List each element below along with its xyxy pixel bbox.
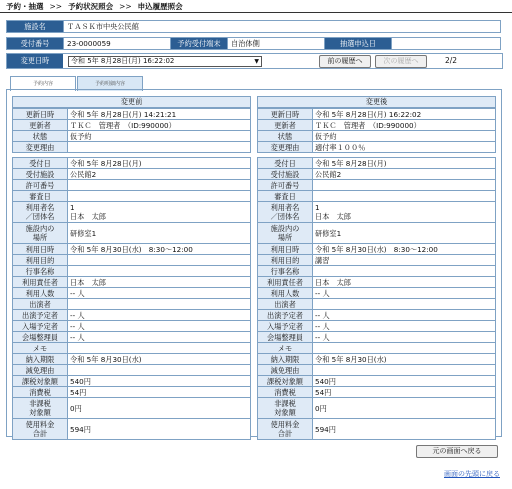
table-row	[13, 142, 251, 153]
table-row	[258, 223, 496, 244]
field-label: 使用料金 合計	[13, 419, 68, 440]
field-label: 許可番号	[13, 180, 68, 191]
table-row	[258, 158, 496, 169]
table-row	[258, 310, 496, 321]
table-row	[13, 387, 251, 398]
before-column	[12, 96, 251, 440]
field-label: 出演者	[13, 299, 68, 310]
breadcrumb	[6, 1, 183, 12]
field-value	[68, 191, 251, 202]
table-row	[258, 343, 496, 354]
table-row	[258, 365, 496, 376]
field-value: 594円	[68, 419, 251, 440]
field-value: -- 人	[68, 288, 251, 299]
field-label: 利用者名 ／団体名	[13, 202, 68, 223]
table-row	[258, 202, 496, 223]
field-label: 納入期限	[258, 354, 313, 365]
field-label: 入場予定者	[258, 321, 313, 332]
field-label: 受付日	[258, 158, 313, 169]
next-history-button[interactable]: 次の履歴へ	[375, 55, 427, 68]
table-row	[13, 288, 251, 299]
table-row	[258, 255, 496, 266]
field-value: 令和 5年 8月28日(月)	[313, 158, 496, 169]
table-row	[13, 223, 251, 244]
field-label: 利用者名 ／団体名	[258, 202, 313, 223]
field-value: 令和 5年 8月30日(水) 8:30～12:00	[313, 244, 496, 255]
field-value: 54円	[68, 387, 251, 398]
field-label: 会場整理員	[258, 332, 313, 343]
table-row	[13, 299, 251, 310]
back-button[interactable]: 元の画面へ戻る	[416, 445, 498, 458]
after-column	[257, 96, 496, 440]
field-value: 令和 5年 8月28日(月)	[68, 158, 251, 169]
table-row	[258, 180, 496, 191]
table-row	[13, 277, 251, 288]
field-value: -- 人	[313, 321, 496, 332]
field-value: 研修室1	[313, 223, 496, 244]
field-value: 0円	[68, 398, 251, 419]
field-value: 1 日本 太郎	[68, 202, 251, 223]
field-label: 受付日	[13, 158, 68, 169]
table-row	[13, 109, 251, 120]
table-row	[13, 255, 251, 266]
field-label: 出演予定者	[258, 310, 313, 321]
before-title: 変更前	[13, 97, 251, 108]
field-value: 令和 5年 8月28日(月) 16:22:02	[313, 109, 496, 120]
table-row	[13, 376, 251, 387]
breadcrumb-item[interactable]: 予約・抽選	[6, 2, 44, 11]
field-value	[68, 255, 251, 266]
table-row	[13, 180, 251, 191]
field-value: 仮予約	[68, 131, 251, 142]
field-value: -- 人	[313, 332, 496, 343]
field-label: 利用人数	[13, 288, 68, 299]
field-label: 課税対象額	[258, 376, 313, 387]
table-row	[258, 321, 496, 332]
field-label: 非課税 対象額	[13, 398, 68, 419]
history-page-indicator: 2/2	[445, 56, 458, 65]
field-label: 利用責任者	[258, 277, 313, 288]
change-date-selected: 令和 5年 8月28日(月) 16:22:02	[71, 57, 175, 65]
table-row	[13, 343, 251, 354]
field-value	[68, 343, 251, 354]
facility-label: 施設名	[7, 21, 64, 33]
table-row	[13, 332, 251, 343]
field-label: 更新者	[13, 120, 68, 131]
field-label: 利用目的	[13, 255, 68, 266]
field-label: 施設内の 場所	[258, 223, 313, 244]
table-row	[258, 120, 496, 131]
field-value	[313, 191, 496, 202]
field-label: 出演予定者	[13, 310, 68, 321]
field-label: 出演者	[258, 299, 313, 310]
table-row	[13, 169, 251, 180]
breadcrumb-separator: >>	[119, 2, 132, 11]
breadcrumb-separator: >>	[49, 2, 63, 11]
table-row	[13, 158, 251, 169]
table-row	[258, 332, 496, 343]
tab-reservation-content[interactable]: 予約内容	[10, 76, 76, 91]
field-value: 仮予約	[313, 131, 496, 142]
field-label: 非課税 対象額	[258, 398, 313, 419]
field-label: 減免理由	[258, 365, 313, 376]
table-row	[258, 299, 496, 310]
field-value	[68, 142, 251, 153]
prev-history-button[interactable]: 前の履歴へ	[319, 55, 371, 68]
table-row	[13, 244, 251, 255]
field-label: 受付施設	[258, 169, 313, 180]
table-row	[258, 419, 496, 440]
field-label: 変更理由	[13, 142, 68, 153]
field-label: 利用責任者	[13, 277, 68, 288]
field-value: 令和 5年 8月30日(水)	[313, 354, 496, 365]
table-row	[13, 202, 251, 223]
terminal-value: 自治体側	[228, 38, 325, 50]
field-value: -- 人	[68, 332, 251, 343]
field-value: 594円	[313, 419, 496, 440]
field-label: 行事名称	[258, 266, 313, 277]
field-label: 使用料金 合計	[258, 419, 313, 440]
field-value: 日本 太郎	[68, 277, 251, 288]
breadcrumb-item[interactable]: 予約状況照会	[68, 2, 114, 11]
change-history-bar	[6, 53, 503, 69]
field-value	[68, 365, 251, 376]
field-label: 審査日	[258, 191, 313, 202]
chevron-down-icon[interactable]: ▼	[254, 58, 259, 65]
field-label: 課税対象額	[13, 376, 68, 387]
before-top-table	[12, 96, 251, 108]
field-label: 納入期限	[13, 354, 68, 365]
field-label: 変更理由	[258, 142, 313, 153]
facility-value: ＴＡＳＫ市中央公民館	[64, 21, 501, 33]
field-label: 利用日時	[13, 244, 68, 255]
tab-reservation-detail[interactable]: 予約明細内容	[77, 76, 143, 91]
terminal-label: 予約受付端末	[171, 38, 228, 50]
field-value: 日本 太郎	[313, 277, 496, 288]
info-row	[6, 37, 501, 50]
field-value: 適付率１００％	[313, 142, 496, 153]
table-row	[13, 191, 251, 202]
table-row	[258, 277, 496, 288]
field-label: 状態	[13, 131, 68, 142]
after-detail-table	[257, 157, 496, 440]
field-value: 令和 5年 8月30日(水) 8:30～12:00	[68, 244, 251, 255]
field-label: 状態	[258, 131, 313, 142]
field-label: 会場整理員	[13, 332, 68, 343]
table-row	[13, 310, 251, 321]
field-value: 540円	[68, 376, 251, 387]
after-summary-table	[257, 108, 496, 153]
field-label: 審査日	[13, 191, 68, 202]
field-value	[313, 343, 496, 354]
table-row	[258, 109, 496, 120]
field-value	[68, 266, 251, 277]
field-value	[313, 365, 496, 376]
field-label: 利用目的	[258, 255, 313, 266]
field-value: -- 人	[313, 310, 496, 321]
table-row	[13, 120, 251, 131]
table-row	[13, 321, 251, 332]
field-label: 減免理由	[13, 365, 68, 376]
table-row	[258, 191, 496, 202]
table-row	[13, 398, 251, 419]
field-label: 利用日時	[258, 244, 313, 255]
field-value	[313, 299, 496, 310]
table-row	[258, 142, 496, 153]
divider	[0, 12, 512, 13]
field-label: 更新日時	[258, 109, 313, 120]
field-label: 消費税	[258, 387, 313, 398]
facility-row	[6, 20, 501, 33]
field-value: 令和 5年 8月30日(水)	[68, 354, 251, 365]
change-date-select[interactable]	[68, 56, 262, 67]
table-row	[258, 354, 496, 365]
field-label: 消費税	[13, 387, 68, 398]
field-value: 0円	[313, 398, 496, 419]
field-label: 受付施設	[13, 169, 68, 180]
change-date-label: 変更日時	[7, 54, 63, 68]
table-row	[13, 419, 251, 440]
table-row	[13, 365, 251, 376]
breadcrumb-current: 申込履歴照会	[137, 2, 183, 11]
field-value: 1 日本 太郎	[313, 202, 496, 223]
field-value	[313, 180, 496, 191]
lottery-date-label: 抽選申込日	[325, 38, 392, 50]
field-label: 利用人数	[258, 288, 313, 299]
field-label: 更新日時	[13, 109, 68, 120]
field-label: 行事名称	[13, 266, 68, 277]
table-row	[258, 376, 496, 387]
field-label: メモ	[13, 343, 68, 354]
table-row	[258, 398, 496, 419]
field-value: -- 人	[313, 288, 496, 299]
table-row	[258, 266, 496, 277]
field-value: 540円	[313, 376, 496, 387]
table-row	[13, 131, 251, 142]
field-label: 許可番号	[258, 180, 313, 191]
receipt-number-value: 23-0000059	[64, 38, 171, 50]
field-value: 54円	[313, 387, 496, 398]
history-panel	[6, 89, 502, 437]
field-label: メモ	[258, 343, 313, 354]
table-row	[258, 131, 496, 142]
after-title: 変更後	[258, 97, 496, 108]
table-row	[258, 288, 496, 299]
field-label: 更新者	[258, 120, 313, 131]
table-row	[13, 354, 251, 365]
field-value: 講習	[313, 255, 496, 266]
field-value: ＴＫＣ 管理者 （ID:990000）	[313, 120, 496, 131]
field-value: ＴＫＣ 管理者 （ID:990000）	[68, 120, 251, 131]
table-row	[13, 266, 251, 277]
receipt-number-label: 受付番号	[7, 38, 64, 50]
field-value	[313, 266, 496, 277]
field-label: 入場予定者	[13, 321, 68, 332]
field-label: 施設内の 場所	[13, 223, 68, 244]
field-value: -- 人	[68, 321, 251, 332]
back-to-top-link[interactable]: 画面の先頭に戻る	[444, 470, 500, 478]
field-value	[68, 180, 251, 191]
field-value: -- 人	[68, 310, 251, 321]
field-value: 研修室1	[68, 223, 251, 244]
table-row	[258, 244, 496, 255]
before-detail-table	[12, 157, 251, 440]
field-value: 公民館2	[313, 169, 496, 180]
table-row	[258, 169, 496, 180]
field-value: 公民館2	[68, 169, 251, 180]
lottery-date-value	[392, 38, 501, 50]
field-value	[68, 299, 251, 310]
field-value: 令和 5年 8月28日(月) 14:21:21	[68, 109, 251, 120]
table-row	[258, 387, 496, 398]
before-summary-table	[12, 108, 251, 153]
after-top-table	[257, 96, 496, 108]
